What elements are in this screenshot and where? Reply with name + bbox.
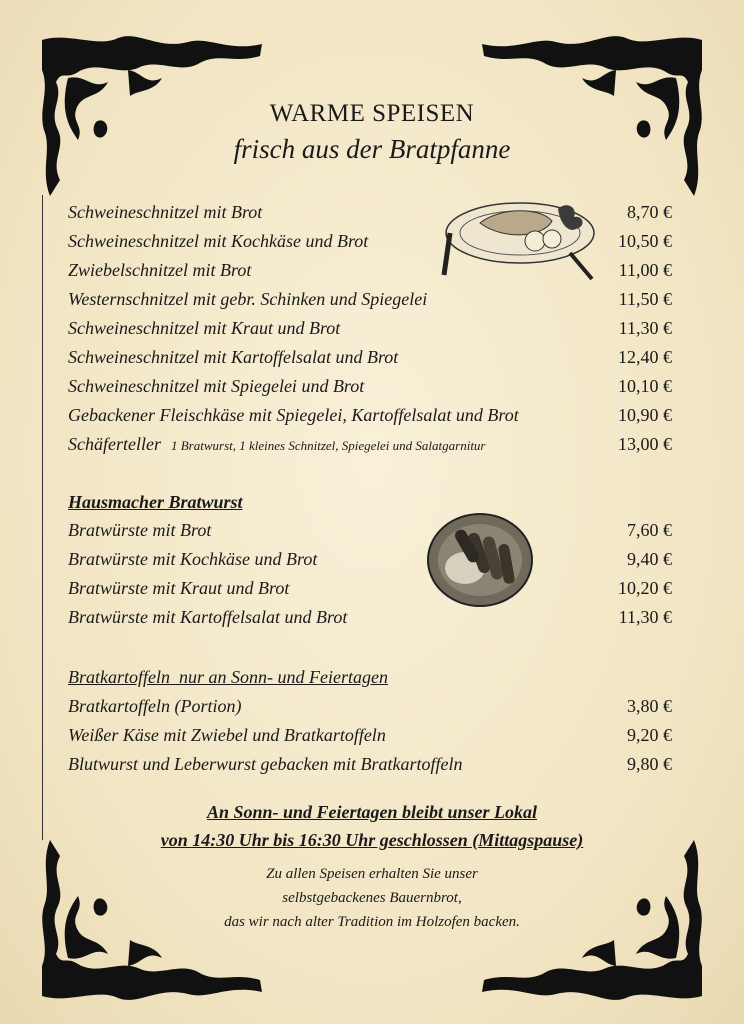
menu-item	[68, 604, 672, 630]
menu-item-price: 10,10 €	[618, 376, 672, 396]
menu-item	[68, 431, 672, 457]
section-title-text: Bratkartoffeln	[68, 667, 170, 687]
menu-item-price: 11,00 €	[618, 260, 672, 280]
menu-item-price: 11,30 €	[618, 607, 672, 627]
menu-item-name: Zwiebelschnitzel mit Brot	[68, 260, 252, 280]
closing-notice-line-1: An Sonn- und Feiertagen bleibt unser Lokal	[206, 802, 538, 822]
menu-item-price: 10,90 €	[618, 405, 672, 425]
menu-item-price: 13,00 €	[618, 434, 672, 454]
menu-item	[68, 402, 672, 428]
menu-item-price: 12,40 €	[618, 347, 672, 367]
menu-item-name: Blutwurst und Leberwurst gebacken mit Bratkartoffeln	[68, 754, 463, 774]
menu-item-name: Bratwürste mit Kraut und Brot	[68, 578, 290, 598]
footer-line-2: selbstgebackenes Bauernbrot,	[282, 890, 462, 906]
section-title-bratwurst: Hausmacher Bratwurst	[68, 492, 243, 512]
menu-title: WARME SPEISEN	[269, 100, 475, 127]
menu-item	[68, 344, 672, 370]
menu-item-name: Gebackener Fleischkäse mit Spiegelei, Kartoffelsalat und Brot	[68, 405, 519, 425]
menu-item	[68, 228, 672, 254]
menu-item-name: Weißer Käse mit Zwiebel und Bratkartoffeln	[68, 725, 386, 745]
menu-item	[68, 517, 672, 543]
menu-item-price: 10,50 €	[618, 231, 672, 251]
menu-item	[68, 199, 672, 225]
menu-item	[68, 575, 672, 601]
menu-item-price: 8,70 €	[627, 202, 672, 222]
menu-item	[68, 257, 672, 283]
menu-item-name: Bratkartoffeln (Portion)	[68, 696, 242, 716]
menu-item-name: Schweineschnitzel mit Kochkäse und Brot	[68, 231, 369, 251]
footer-line-3: das wir nach alter Tradition im Holzofen backen.	[224, 914, 520, 930]
menu-item-price: 10,20 €	[618, 578, 672, 598]
menu-subtitle: frisch aus der Bratpfanne	[233, 134, 511, 164]
menu-item-name: Westernschnitzel mit gebr. Schinken und Spiegelei	[68, 289, 428, 309]
menu-item-price: 11,30 €	[618, 318, 672, 338]
menu-item-name: Schweineschnitzel mit Kraut und Brot	[68, 318, 341, 338]
menu-item	[68, 373, 672, 399]
section-title-bratkartoffeln	[68, 667, 388, 688]
section-title-note: nur an Sonn- und Feiertagen	[179, 667, 388, 687]
menu-item-price: 9,20 €	[627, 725, 672, 745]
menu-item	[68, 693, 672, 719]
menu-item	[68, 315, 672, 341]
left-border-line	[42, 195, 43, 840]
menu-item	[68, 286, 672, 312]
menu-item-price: 7,60 €	[627, 520, 672, 540]
menu-item-name: Schweineschnitzel mit Brot	[68, 202, 263, 222]
closing-notice-line-2: von 14:30 Uhr bis 16:30 Uhr geschlossen (Mittagspause)	[160, 830, 584, 850]
menu-item-price: 11,50 €	[618, 289, 672, 309]
menu-item-name: Schweineschnitzel mit Kartoffelsalat und Brot	[68, 347, 399, 367]
menu-item-name: Bratwürste mit Brot	[68, 520, 212, 540]
menu-item	[68, 546, 672, 572]
footer-line-1: Zu allen Speisen erhalten Sie unser	[266, 866, 478, 882]
menu-item	[68, 722, 672, 748]
menu-item-price: 9,80 €	[627, 754, 672, 774]
menu-item-name: Bratwürste mit Kartoffelsalat und Brot	[68, 607, 348, 627]
menu-item-name: Schweineschnitzel mit Spiegelei und Brot	[68, 376, 365, 396]
menu-item-price: 9,40 €	[627, 549, 672, 569]
menu-item-name: Bratwürste mit Kochkäse und Brot	[68, 549, 318, 569]
menu-item-price: 3,80 €	[627, 696, 672, 716]
menu-item-note: 1 Bratwurst, 1 kleines Schnitzel, Spiegelei und Salatgarnitur	[170, 438, 486, 453]
menu-item-name: Schäferteller	[68, 434, 161, 454]
menu-item	[68, 751, 672, 777]
